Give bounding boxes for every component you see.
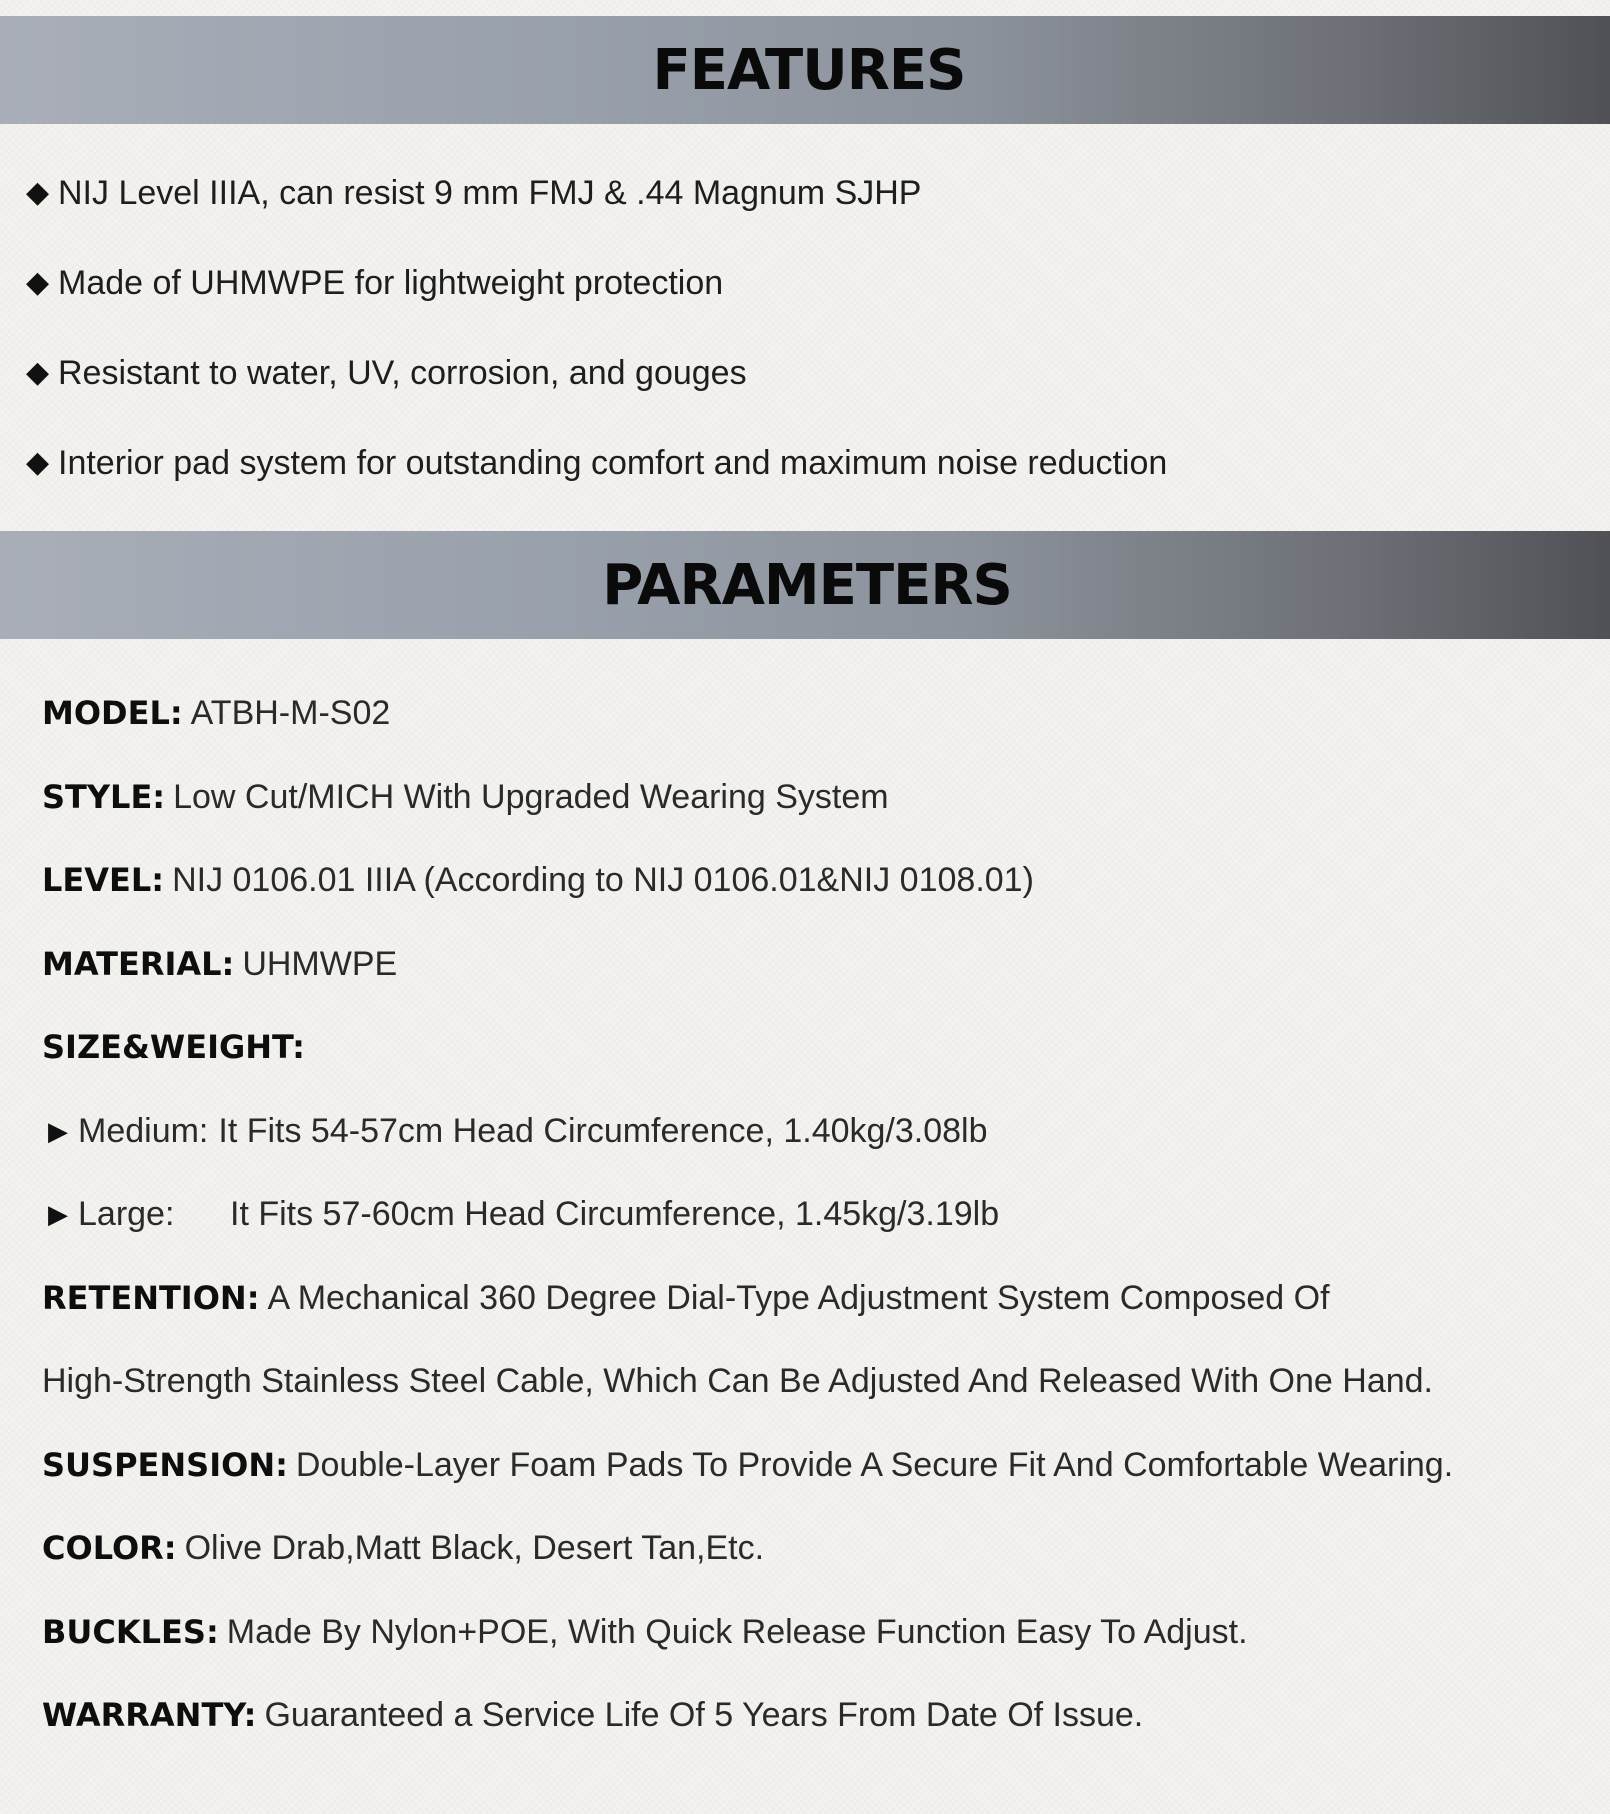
size-medium xyxy=(42,1110,1453,1194)
param-value: ATBH-M-S02 xyxy=(190,694,391,732)
param-label: RETENTION: xyxy=(42,1278,260,1317)
param-value: Guaranteed a Service Life Of 5 Years From Date Of Issue. xyxy=(264,1696,1144,1734)
diamond-bullet-icon: ◆ xyxy=(26,446,50,479)
feature-text: Made of UHMWPE for lightweight protection xyxy=(58,264,724,302)
size-value: It Fits 54-57cm Head Circumference, 1.40kg/3.08lb xyxy=(218,1111,988,1150)
param-value: Made By Nylon+POE, With Quick Release Function Easy To Adjust. xyxy=(226,1612,1248,1651)
param-value: UHMWPE xyxy=(242,944,398,983)
param-style xyxy=(42,776,1453,860)
size-name: Medium: xyxy=(78,1111,209,1150)
diamond-bullet-icon: ◆ xyxy=(26,176,50,209)
param-color xyxy=(42,1527,1453,1611)
triangle-bullet-icon: ▶ xyxy=(48,1115,68,1146)
feature-item xyxy=(26,353,1167,443)
parameters-header-band xyxy=(0,531,1610,639)
param-size-weight xyxy=(42,1026,1453,1110)
param-level xyxy=(42,859,1453,943)
diamond-bullet-icon: ◆ xyxy=(26,266,50,299)
param-model xyxy=(42,692,1453,776)
parameters-title: PARAMETERS xyxy=(602,552,1012,618)
feature-item xyxy=(26,173,1167,263)
diamond-bullet-icon: ◆ xyxy=(26,356,50,389)
param-label: COLOR: xyxy=(42,1529,177,1567)
param-label: STYLE: xyxy=(42,777,166,816)
feature-text: Interior pad system for outstanding comfort and maximum noise reduction xyxy=(58,444,1168,482)
feature-item xyxy=(26,263,1167,353)
triangle-bullet-icon: ▶ xyxy=(48,1199,68,1229)
size-name: Large: xyxy=(78,1195,175,1233)
param-label: WARRANTY: xyxy=(42,1696,257,1734)
features-list xyxy=(26,173,1167,533)
param-label: SUSPENSION: xyxy=(42,1445,288,1484)
param-label: LEVEL: xyxy=(42,861,165,899)
parameters-list xyxy=(42,692,1453,1778)
features-header-band xyxy=(0,16,1610,124)
param-retention xyxy=(42,1277,1453,1361)
param-label: MATERIAL: xyxy=(42,944,235,983)
size-value: It Fits 57-60cm Head Circumference, 1.45kg/3.19lb xyxy=(230,1195,1000,1233)
param-buckles xyxy=(42,1611,1453,1695)
param-value: Olive Drab,Matt Black, Desert Tan,Etc. xyxy=(184,1529,765,1567)
param-value: High-Strength Stainless Steel Cable, Which Can Be Adjusted And Released With One Hand. xyxy=(42,1362,1433,1400)
param-material xyxy=(42,943,1453,1027)
param-value: NIJ 0106.01 IIIA (According to NIJ 0106.01&NIJ 0108.01) xyxy=(172,861,1034,899)
feature-text: NIJ Level IIIA, can resist 9 mm FMJ & .44 Magnum SJHP xyxy=(58,174,922,212)
param-label: MODEL: xyxy=(42,694,183,732)
param-value: Low Cut/MICH With Upgraded Wearing System xyxy=(173,777,889,816)
param-value: Double-Layer Foam Pads To Provide A Secure Fit And Comfortable Wearing. xyxy=(295,1445,1454,1484)
param-value: A Mechanical 360 Degree Dial-Type Adjustment System Composed Of xyxy=(267,1278,1330,1317)
feature-item xyxy=(26,443,1167,533)
features-title: FEATURES xyxy=(652,37,966,103)
size-large xyxy=(42,1193,1453,1277)
param-warranty xyxy=(42,1694,1453,1778)
param-suspension xyxy=(42,1444,1453,1528)
param-label: SIZE&WEIGHT: xyxy=(42,1028,305,1066)
param-retention-continued xyxy=(42,1360,1453,1444)
feature-text: Resistant to water, UV, corrosion, and gouges xyxy=(58,354,747,392)
param-label: BUCKLES: xyxy=(42,1612,219,1651)
